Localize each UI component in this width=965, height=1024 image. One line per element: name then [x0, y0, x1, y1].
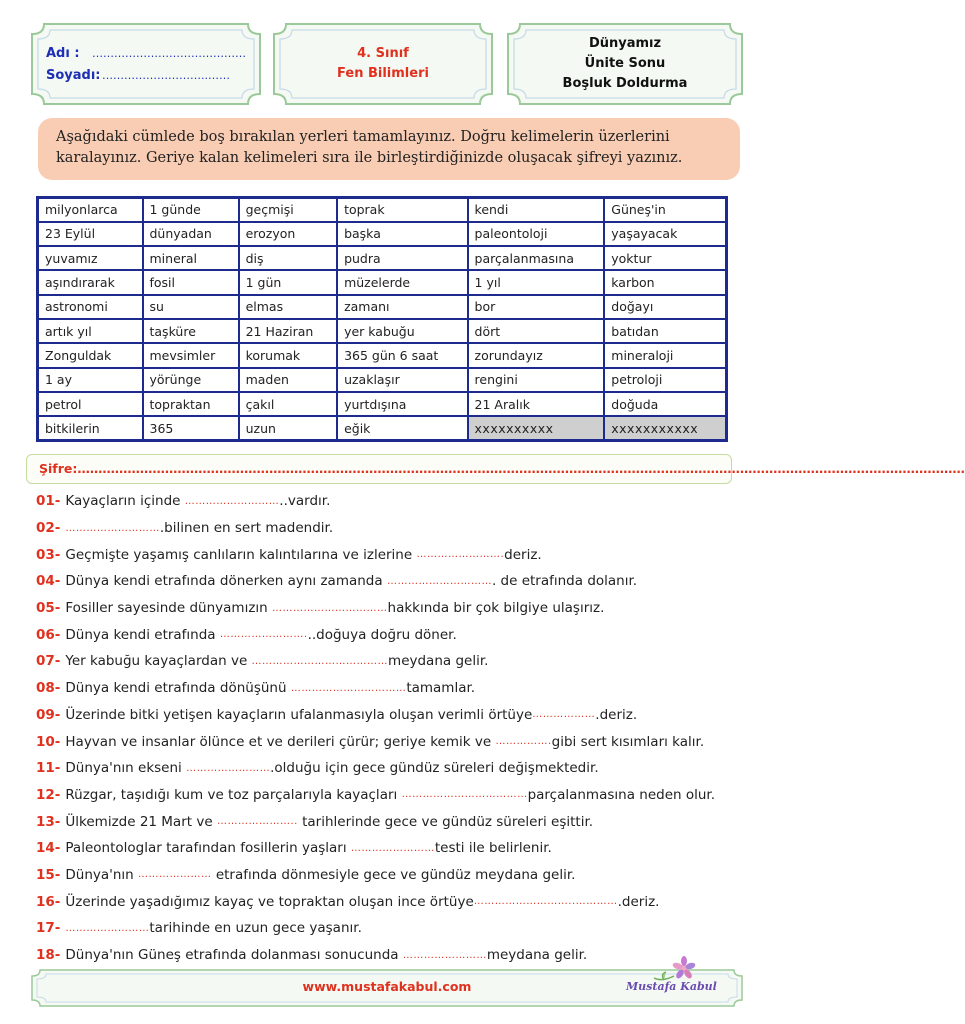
answer-blank[interactable]: …………………….: [416, 549, 505, 561]
question-row: [36, 595, 756, 622]
word-cell[interactable]: yaşayacak: [604, 222, 726, 246]
question-text-before: Fosiller sayesinde dünyamızın: [65, 600, 273, 617]
question-text-after: .olduğu için gece gündüz süreleri değişmektedir.: [270, 760, 599, 777]
word-cell[interactable]: elmas: [239, 295, 337, 319]
question-number: 18-: [36, 947, 61, 964]
class-grade: 4. Sınıf: [357, 46, 409, 61]
answer-blank[interactable]: ………………………………: [401, 789, 528, 801]
word-cell[interactable]: mineral: [143, 246, 239, 270]
word-cell[interactable]: eğik: [337, 416, 467, 440]
class-box: [272, 22, 494, 106]
name-label: Adı :: [46, 45, 80, 61]
word-cell[interactable]: xxxxxxxxxx: [468, 416, 605, 440]
word-cell[interactable]: mevsimler: [143, 343, 239, 367]
question-list: [36, 488, 756, 968]
question-text-after: meydana gelir.: [388, 653, 489, 670]
word-cell[interactable]: 21 Haziran: [239, 319, 337, 343]
question-number: 01-: [36, 493, 61, 510]
word-cell[interactable]: 1 ay: [38, 368, 143, 392]
question-text-after: .bilinen en sert madendir.: [159, 520, 334, 537]
word-cell[interactable]: Zonguldak: [38, 343, 143, 367]
word-cell[interactable]: su: [143, 295, 239, 319]
word-cell[interactable]: dünyadan: [143, 222, 239, 246]
word-cell[interactable]: 1 yıl: [468, 270, 605, 294]
word-table-row: [38, 295, 727, 319]
answer-blank[interactable]: ………………………: [65, 522, 160, 534]
author-logo: [618, 954, 718, 1004]
word-cell[interactable]: uzaklaşır: [337, 368, 467, 392]
word-table-row: [38, 198, 727, 222]
word-table: [36, 196, 728, 442]
word-table-row: [38, 222, 727, 246]
word-cell[interactable]: bor: [468, 295, 605, 319]
word-cell[interactable]: parçalanmasına: [468, 246, 605, 270]
question-number: 15-: [36, 866, 61, 883]
question-text-after: ..doğuya doğru döner.: [307, 626, 457, 643]
question-row: [36, 702, 756, 729]
question-text-after: etrafında dönmesiyle gece ve gündüz meydana gelir.: [211, 866, 576, 883]
answer-blank[interactable]: ……………………: [350, 842, 435, 854]
question-text-before: Dünya'nın Güneş etrafında dolanması sonucunda: [65, 947, 403, 964]
question-row: [36, 648, 756, 675]
word-cell[interactable]: yörünge: [143, 368, 239, 392]
word-table-row: [38, 270, 727, 294]
question-number: 04-: [36, 573, 61, 590]
question-number: 06-: [36, 626, 61, 643]
question-text-before: Üzerinde yaşadığımız kayaç ve topraktan oluşan ince örtüye: [65, 893, 474, 910]
word-cell[interactable]: 1 gün: [239, 270, 337, 294]
name-row: [46, 42, 246, 64]
logo-signature: Mustafa Kabul: [626, 980, 717, 993]
question-text-after: gibi sert kısımları kalır.: [551, 733, 705, 750]
answer-blank[interactable]: ……………………………: [290, 682, 407, 694]
question-text-after: parçalanmasına neden olur.: [527, 786, 716, 803]
word-cell[interactable]: fosil: [143, 270, 239, 294]
question-row: [36, 808, 756, 835]
question-text-after: tarihinde en uzun gece yaşanır.: [149, 920, 362, 937]
question-text-after: testi ile belirlenir.: [434, 840, 552, 857]
question-text-after: deriz.: [504, 546, 542, 563]
question-row: [36, 568, 756, 595]
question-number: 08-: [36, 680, 61, 697]
word-cell[interactable]: zorundayız: [468, 343, 605, 367]
question-text-before: Hayvan ve insanlar ölünce et ve derileri çürür; geriye kemik ve: [65, 733, 496, 750]
question-number: 13-: [36, 813, 61, 830]
word-cell[interactable]: diş: [239, 246, 337, 270]
question-text-before: Geçmişte yaşamış canlıların kalıntılarına ve izlerine: [65, 546, 417, 563]
topic-box: [506, 22, 744, 106]
question-text-after: hakkında bir çok bilgiye ulaşırız.: [387, 600, 605, 617]
question-text-after: tarihlerinde gece ve gündüz süreleri eşittir.: [297, 813, 594, 830]
word-cell[interactable]: kendi: [468, 198, 605, 222]
answer-blank[interactable]: …………….: [495, 736, 552, 748]
word-cell[interactable]: Güneş'in: [604, 198, 726, 222]
instruction-text: Aşağıdaki cümlede boş bırakılan yerleri tamamlayınız. Doğru kelimelerin üzerlerini karalayınız. Geriye kalan kelimeleri sıra ile birleştirdiğinizde oluşacak şifreyi yazınız.: [38, 118, 740, 180]
question-text-before: Dünya'nın ekseni: [65, 760, 187, 777]
word-cell[interactable]: 1 günde: [143, 198, 239, 222]
word-cell[interactable]: yoktur: [604, 246, 726, 270]
word-cell[interactable]: toprak: [337, 198, 467, 222]
word-cell[interactable]: doğuda: [604, 392, 726, 416]
class-subject: Fen Bilimleri: [337, 66, 429, 81]
word-cell[interactable]: aşındırarak: [38, 270, 143, 294]
word-cell[interactable]: 23 Eylül: [38, 222, 143, 246]
surname-field[interactable]: ………………………..……: [102, 68, 230, 82]
question-text-before: Dünya kendi etrafında dönüşünü: [65, 680, 291, 697]
word-table-row: [38, 392, 727, 416]
question-number: 17-: [36, 920, 61, 937]
question-text-after: . de etrafında dolanır.: [491, 573, 638, 590]
question-text-before: Ülkemizde 21 Mart ve: [65, 813, 217, 830]
topic-unit: Dünyamız: [588, 36, 662, 51]
answer-blank[interactable]: …………………..: [216, 816, 298, 828]
question-text-before: Üzerinde bitki yetişen kayaçların ufalanmasıyla oluşan verimli örtüye: [65, 706, 533, 723]
word-cell[interactable]: milyonlarca: [38, 198, 143, 222]
surname-row: [46, 64, 246, 86]
question-number: 05-: [36, 600, 61, 617]
word-cell[interactable]: doğayı: [604, 295, 726, 319]
question-row: [36, 675, 756, 702]
word-cell[interactable]: karbon: [604, 270, 726, 294]
word-cell[interactable]: yer kabuğu: [337, 319, 467, 343]
word-cell[interactable]: mineraloji: [604, 343, 726, 367]
answer-blank[interactable]: ………………: [532, 709, 596, 721]
question-number: 03-: [36, 546, 61, 563]
answer-blank[interactable]: ……………………: [65, 922, 150, 934]
question-number: 09-: [36, 706, 61, 723]
word-cell[interactable]: çakıl: [239, 392, 337, 416]
question-text-before: Kayaçların içinde: [65, 493, 185, 510]
question-number: 14-: [36, 840, 61, 857]
question-row: [36, 621, 756, 648]
question-number: 10-: [36, 733, 61, 750]
word-cell[interactable]: pudra: [337, 246, 467, 270]
question-row: [36, 515, 756, 542]
website-link[interactable]: www.mustafakabul.com: [302, 979, 472, 994]
answer-blank[interactable]: …………………………: [386, 575, 492, 587]
question-row: [36, 728, 756, 755]
question-text-after: .deriz.: [595, 706, 638, 723]
question-row: [36, 862, 756, 889]
answer-blank[interactable]: ………………………: [184, 495, 280, 507]
question-text-before: Paleontologlar tarafından fosillerin yaşları: [65, 840, 351, 857]
password-label: Şifre:: [39, 461, 78, 476]
question-row: [36, 888, 756, 915]
question-text-before: Dünya kendi etrafında dönerken aynı zamanda: [65, 573, 387, 590]
answer-blank[interactable]: …………………….: [219, 629, 308, 641]
name-box: [30, 22, 262, 106]
word-cell[interactable]: geçmişi: [239, 198, 337, 222]
word-cell[interactable]: uzun: [239, 416, 337, 440]
word-cell[interactable]: müzelerde: [337, 270, 467, 294]
word-cell[interactable]: rengini: [468, 368, 605, 392]
question-text-before: Rüzgar, taşıdığı kum ve toz parçalarıyla kayaçları: [65, 786, 402, 803]
answer-blank[interactable]: ……………………: [402, 949, 487, 961]
word-cell[interactable]: batıdan: [604, 319, 726, 343]
word-cell[interactable]: zamanı: [337, 295, 467, 319]
word-cell[interactable]: astronomi: [38, 295, 143, 319]
word-table-body: [38, 198, 727, 441]
word-cell[interactable]: bitkilerin: [38, 416, 143, 440]
question-text-before: Dünya'nın: [65, 866, 139, 883]
question-text-before: Yer kabuğu kayaçlardan ve: [65, 653, 252, 670]
word-cell[interactable]: başka: [337, 222, 467, 246]
question-number: 02-: [36, 520, 61, 537]
word-cell[interactable]: yurtdışına: [337, 392, 467, 416]
word-cell[interactable]: xxxxxxxxxxx: [604, 416, 726, 440]
word-cell[interactable]: 21 Aralık: [468, 392, 605, 416]
question-row: [36, 755, 756, 782]
question-number: 11-: [36, 760, 61, 777]
name-field[interactable]: ……………………………………: [92, 46, 246, 60]
password-bar[interactable]: [26, 454, 965, 484]
question-row: [36, 488, 756, 515]
word-table-row: [38, 246, 727, 270]
word-table-row: [38, 319, 727, 343]
word-cell[interactable]: erozyon: [239, 222, 337, 246]
word-cell[interactable]: artık yıl: [38, 319, 143, 343]
question-number: 16-: [36, 893, 61, 910]
word-cell[interactable]: petrol: [38, 392, 143, 416]
answer-blank[interactable]: ……………………: [186, 762, 271, 774]
word-table-row: [38, 343, 727, 367]
word-cell[interactable]: taşküre: [143, 319, 239, 343]
word-cell[interactable]: petroloji: [604, 368, 726, 392]
question-number: 07-: [36, 653, 61, 670]
question-text-before: Dünya kendi etrafında: [65, 626, 220, 643]
answer-blank[interactable]: …………………: [138, 869, 212, 881]
topic-section: Ünite Sonu: [584, 56, 666, 71]
answer-blank[interactable]: ……………………………: [272, 602, 388, 614]
topic-activity: Boşluk Doldurma: [562, 76, 688, 91]
word-cell[interactable]: topraktan: [143, 392, 239, 416]
question-text-after: meydana gelir.: [486, 947, 588, 964]
word-table-row: [38, 416, 727, 440]
question-row: [36, 915, 756, 942]
question-text-after: .deriz.: [617, 893, 660, 910]
word-cell[interactable]: korumak: [239, 343, 337, 367]
question-row: [36, 541, 756, 568]
password-field[interactable]: ……………………………………………………………………………………………………………………………………………………………………………………………: [77, 461, 965, 476]
word-cell[interactable]: 365 gün 6 saat: [337, 343, 467, 367]
question-text-after: ..vardır.: [279, 493, 331, 510]
word-cell[interactable]: dört: [468, 319, 605, 343]
question-row: [36, 835, 756, 862]
surname-label: Soyadı:: [46, 67, 101, 83]
answer-blank[interactable]: ………………………..…………: [473, 896, 618, 908]
question-row: [36, 782, 756, 809]
word-table-row: [38, 368, 727, 392]
question-text-after: tamamlar.: [406, 680, 476, 697]
word-cell[interactable]: maden: [239, 368, 337, 392]
footer: [30, 968, 744, 1008]
answer-blank[interactable]: …………………………………: [251, 655, 389, 667]
word-cell[interactable]: paleontoloji: [468, 222, 605, 246]
word-cell[interactable]: yuvamız: [38, 246, 143, 270]
question-number: 12-: [36, 786, 61, 803]
word-cell[interactable]: 365: [143, 416, 239, 440]
